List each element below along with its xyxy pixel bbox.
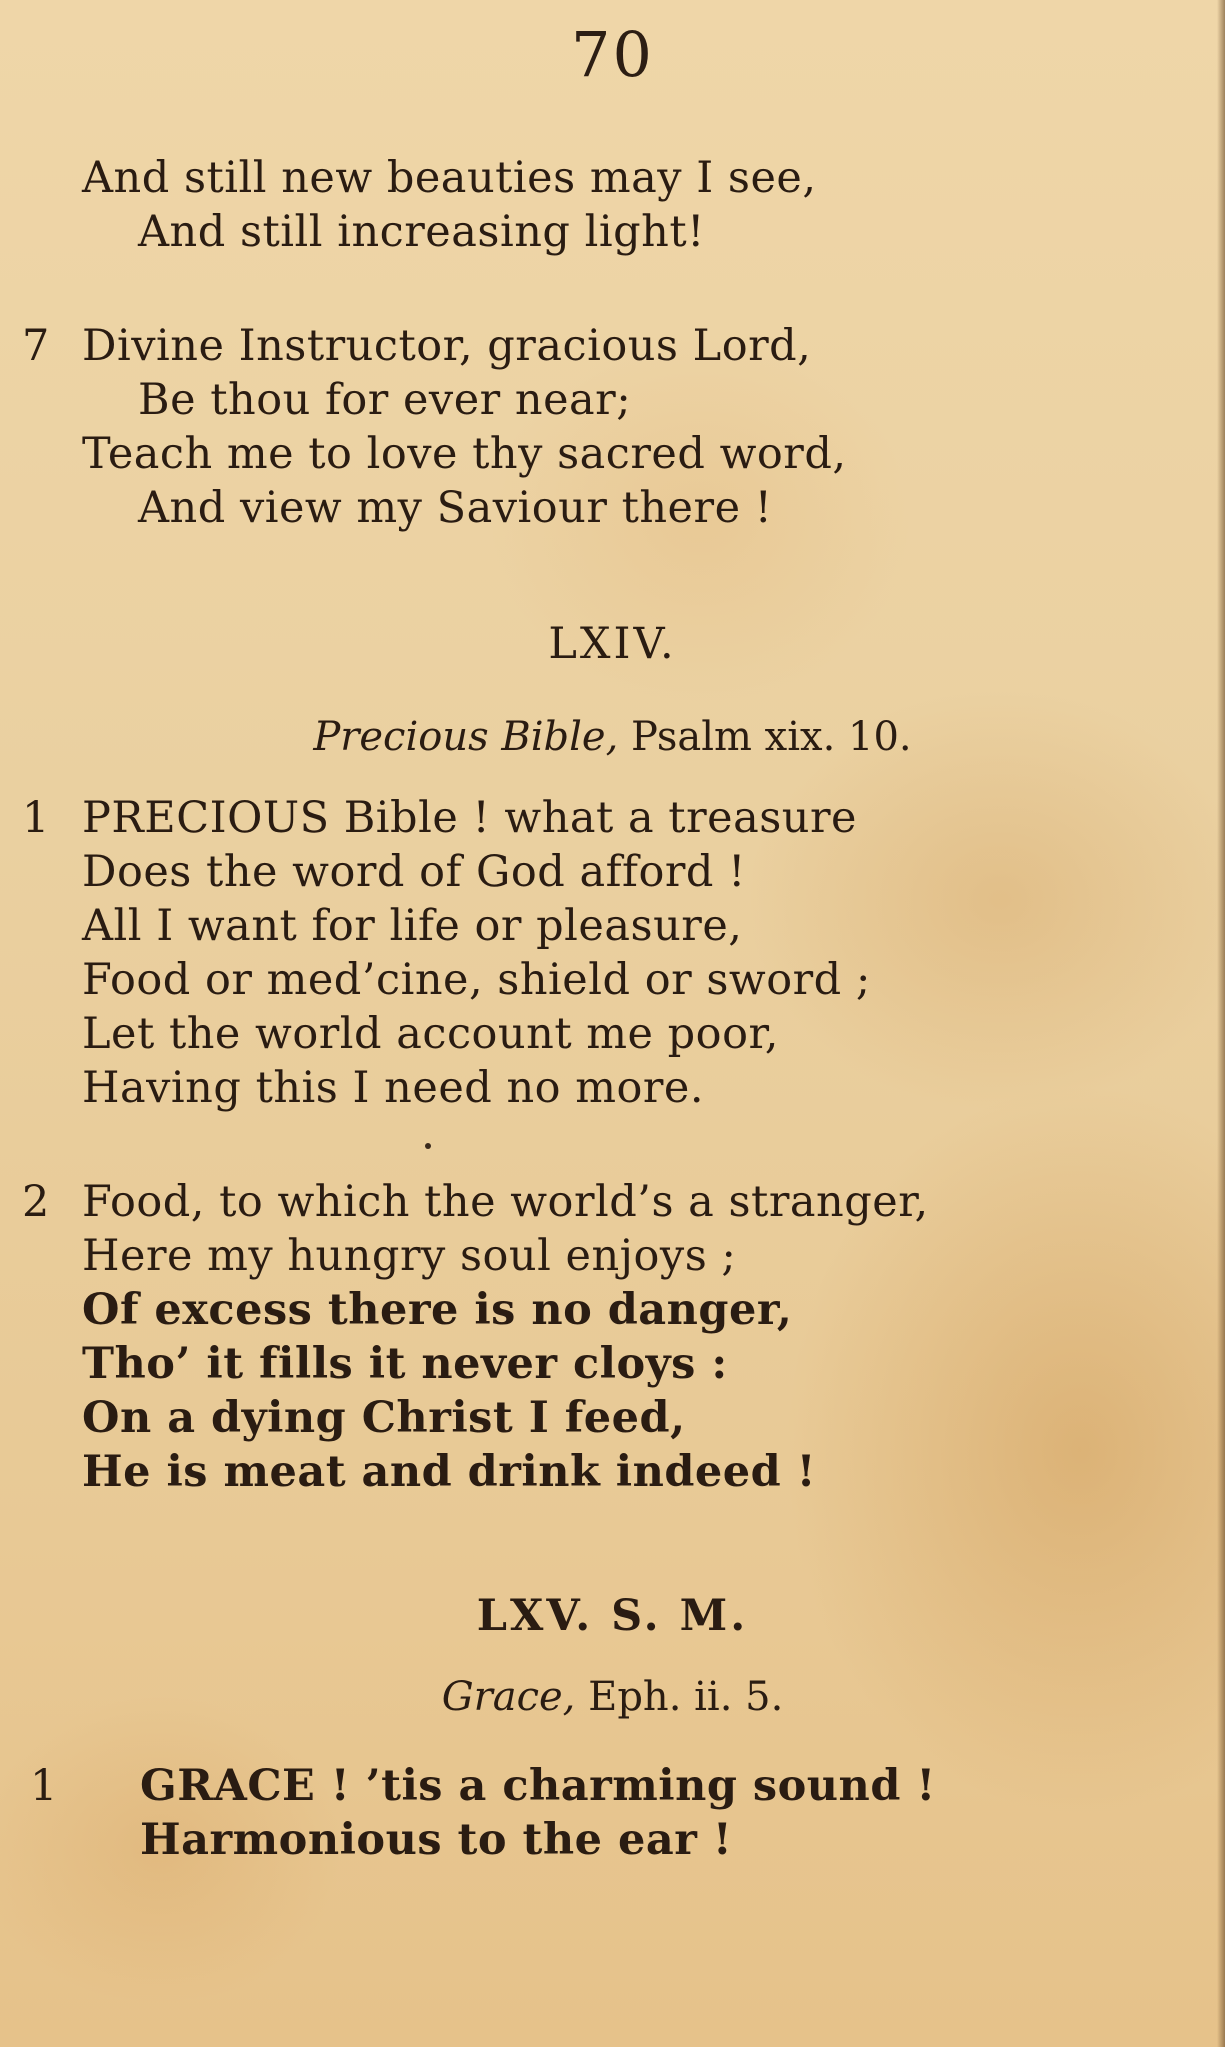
stanza-number: 1: [22, 793, 50, 843]
hymn-title: LXV. S. M.: [476, 1591, 749, 1641]
stanza-line: Teach me to love thy sacred word,: [82, 429, 847, 479]
hymn-subject: Precious Bible,: [313, 714, 619, 760]
stanza-line: Does the word of God afford !: [82, 847, 746, 897]
hymn-subject: Grace,: [441, 1674, 576, 1720]
hymn-subtitle: [0, 712, 1225, 762]
stanza-line: PRECIOUS Bible ! what a treasure: [82, 793, 857, 843]
hymn-title: LXIV.: [548, 619, 677, 669]
stanza-line: Having this I need no more.: [82, 1063, 705, 1113]
stanza-number: 1: [30, 1761, 58, 1811]
stanza-line: Divine Instructor, gracious Lord,: [82, 321, 812, 371]
stanza-line: Food or med’cine, shield or sword ;: [82, 955, 871, 1005]
stanza-line: Here my hungry soul enjoys ;: [82, 1231, 737, 1281]
stanza-line: And view my Saviour there !: [138, 483, 773, 533]
hymn-reference: Psalm xix. 10.: [631, 714, 912, 760]
hymn-subtitle: [0, 1672, 1225, 1722]
stanza-line: Tho’ it fills it never cloys :: [82, 1339, 728, 1389]
hymn-reference: Eph. ii. 5.: [588, 1674, 784, 1720]
ink-speck: [425, 1143, 431, 1149]
stanza-line: Food, to which the world’s a stranger,: [82, 1177, 929, 1227]
stanza-line: Of excess there is no danger,: [82, 1285, 793, 1335]
stanza-line: Let the world account me poor,: [82, 1009, 779, 1059]
stanza-line: He is meat and drink indeed !: [82, 1447, 817, 1497]
page-edge-shadow: [1217, 0, 1225, 2047]
stanza-line: Be thou for ever near;: [138, 375, 632, 425]
stanza-number: 7: [22, 321, 50, 371]
stanza-number: 2: [22, 1177, 50, 1227]
stanza-line: And still increasing light!: [138, 207, 705, 257]
stanza-line: All I want for life or pleasure,: [82, 901, 743, 951]
stanza-line: GRACE ! ’tis a charming sound !: [140, 1761, 936, 1811]
stanza-line: Harmonious to the ear !: [140, 1815, 733, 1865]
page-number: 70: [571, 18, 654, 91]
stanza-line: And still new beauties may I see,: [82, 153, 817, 203]
stanza-line: On a dying Christ I feed,: [82, 1393, 686, 1443]
